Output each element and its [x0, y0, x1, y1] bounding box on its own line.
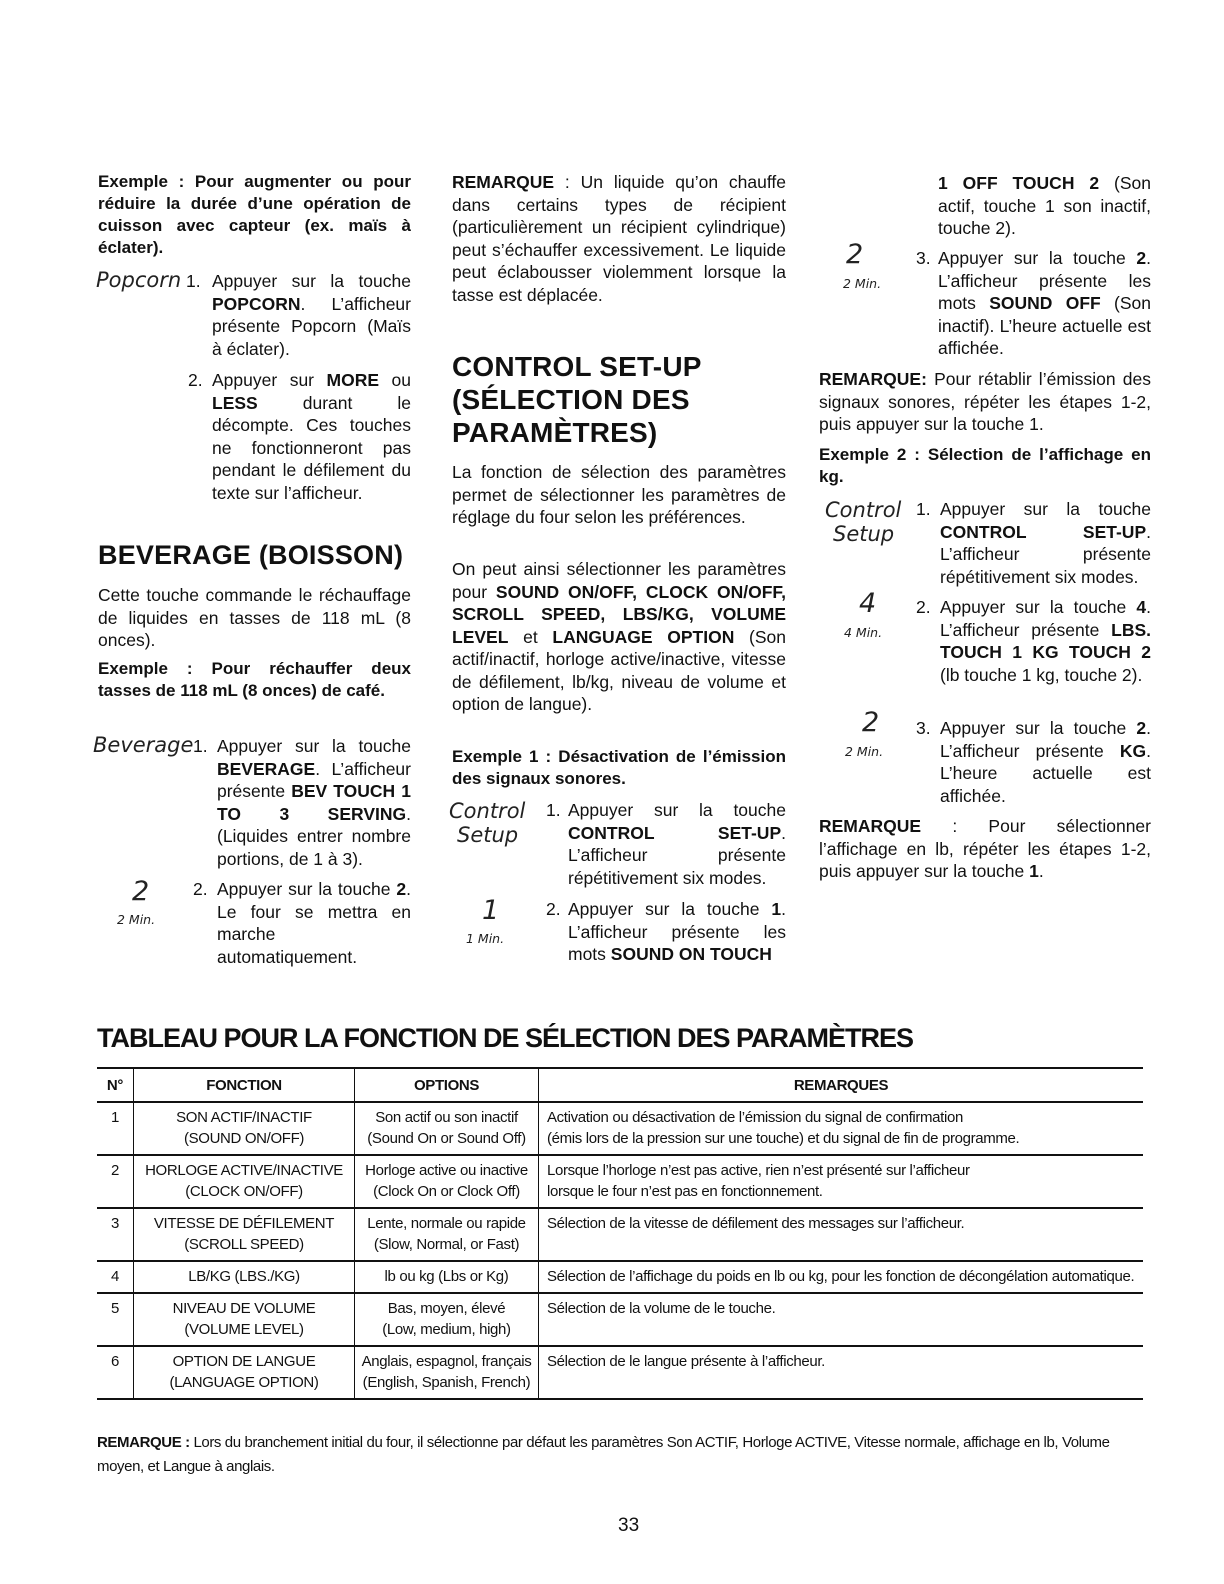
remarque-liquide: REMARQUE : Un liquide qu’on chauffe dans certains types de récipient (particulièrement un récipient cylindrique) peut s’échauffer excessivement. Le liquide peut éclabousser violemment lorsque la tasse est déplacée. — [452, 172, 786, 305]
header-fonction: FONCTION — [134, 1068, 355, 1102]
example-2-step-3: 3. Appuyer sur la touche 2. L’afficheur présente KG. L’heure actuelle est affichée. — [916, 718, 1151, 806]
remarque-lb: REMARQUE : Pour sélectionner l’affichage en lb, répéter les étapes 1-2, puis appuyer sur la touche 1. — [819, 816, 1151, 881]
column-1 — [98, 171, 411, 259]
table-row: 1 SON ACTIF/INACTIF (SOUND ON/OFF) Son actif ou son inactif (Sound On or Sound Off) Activation ou désactivation de l’émission du signal de confirmation (émis lors de la pression sur une touche) et du signal de fin de programme. — [97, 1102, 1143, 1155]
table-footnote: REMARQUE : Lors du branchement initial du four, il sélectionne par défaut les paramètres Son ACTIF, Horloge ACTIVE, Vitesse normale, affichage en lb, Volume moyen, et Langue à anglais. — [97, 1434, 1110, 1475]
page-number: 33 — [618, 1515, 640, 1536]
example-2-heading: Exemple 2 : Sélection de l’affichage en kg. — [819, 445, 1151, 486]
table-row: 5 NIVEAU DE VOLUME (VOLUME LEVEL) Bas, moyen, élevé (Low, medium, high) Sélection de la volume de le touche. — [97, 1293, 1143, 1346]
key-2-icon: 2 — [862, 707, 880, 738]
example-1-step-1: 1. Appuyer sur la touche CONTROL SET-UP. L’afficheur présente répétitivement six modes. — [546, 800, 786, 888]
beverage-step-2: 2. Appuyer sur la touche 2. Le four se mettra en marche automatiquement. — [193, 879, 411, 967]
key-4-min-label: 4 Min. — [844, 625, 883, 640]
control-setup-para-1: La fonction de sélection des paramètres permet de sélectionner les paramètres de réglage du four selon les préférences. — [452, 462, 786, 527]
table-header-row — [97, 1068, 1143, 1102]
key-1-min-label: 1 Min. — [466, 931, 505, 946]
example-2-step-2: 2. Appuyer sur la touche 4. L’afficheur présente LBS. TOUCH 1 KG TOUCH 2 (lb touche 1 kg, touche 2). — [916, 597, 1151, 685]
example-1-wrap — [452, 746, 786, 790]
beverage-step-1: 1. Appuyer sur la touche BEVERAGE. L’afficheur présente BEV TOUCH 1 TO 3 SERVING. (Liquides entrer nombre portions, de 1 à 3). — [193, 736, 412, 869]
key-2-min-label: 2 Min. — [845, 744, 884, 759]
example-beverage-heading: Exemple : Pour réchauffer deux tasses de 118 mL (8 onces) de café. — [98, 659, 411, 700]
remarque-retablir: REMARQUE: Pour rétablir l’émission des signaux sonores, répéter les étapes 1-2, puis appuyer sur la touche 1. — [819, 369, 1151, 434]
table-row: 3 VITESSE DE DÉFILEMENT (SCROLL SPEED) Lente, normale ou rapide (Slow, Normal, or Fast) Sélection de la vitesse de défilement des messages sur l’afficheur. — [97, 1208, 1143, 1261]
header-no: N° — [97, 1068, 134, 1102]
example-1-step-2-continued: 1 OFF TOUCH 2 (Son actif, touche 1 son inactif, touche 2). — [938, 173, 1151, 238]
key-4-icon: 4 — [859, 588, 877, 619]
table-row: 2 HORLOGE ACTIVE/INACTIVE (CLOCK ON/OFF) Horloge active ou inactive (Clock On or Clock Off) Lorsque l’horloge n’est pas active, rien n’est présenté sur l’afficheur lorsque le four n’est pas en fonctionnement. — [97, 1155, 1143, 1208]
control-setup-para-2: On peut ainsi sélectionner les paramètres pour SOUND ON/OFF, CLOCK ON/OFF, SCROLL SPEED, LBS/KG, VOLUME LEVEL et LANGUAGE OPTION (Son actif/inactif, horloge active/inactive, vitesse de défilement, lb/kg, niveau de volume et option de langue). — [452, 559, 787, 714]
popcorn-step-2: 2. Appuyer sur MORE ou LESS durant le décompte. Ces touches ne fonctionneront pas pendant le défilement du texte sur l’afficheur. — [188, 370, 412, 503]
beverage-key-label: Beverage — [93, 733, 194, 757]
example-2-wrap — [819, 444, 1151, 488]
header-remarques: REMARQUES — [539, 1068, 1144, 1102]
popcorn-step-1: 1. Appuyer sur la touche POPCORN. L’afficheur présente Popcorn (Maïs à éclater). — [186, 271, 411, 359]
table-row: 4 LB/KG (LBS./KG) lb ou kg (Lbs or Kg) Sélection de l’affichage du poids en lb ou kg, pour les fonction de décongélation automatique. — [97, 1261, 1143, 1293]
table-title: TABLEAU POUR LA FONCTION DE SÉLECTION DES PARAMÈTRES — [97, 1023, 914, 1053]
key-2-icon: 2 — [846, 239, 864, 270]
example-1-step-2: 2. Appuyer sur la touche 1. L’afficheur présente les mots SOUND ON TOUCH — [546, 899, 786, 964]
popcorn-key-label: Popcorn — [96, 268, 182, 292]
table-row: 6 OPTION DE LANGUE (LANGUAGE OPTION) Anglais, espagnol, français (English, Spanish, French) Sélection de le langue présente à l’afficheur. — [97, 1346, 1143, 1399]
example-2-step-1: 1. Appuyer sur la touche CONTROL SET-UP. L’afficheur présente répétitivement six modes. — [916, 499, 1151, 587]
key-2-min-label: 2 Min. — [843, 276, 882, 291]
beverage-heading: BEVERAGE (BOISSON) — [98, 540, 404, 570]
key-1-icon: 1 — [482, 895, 500, 926]
example-1-step-3: 3. Appuyer sur la touche 2. L’afficheur présente les mots SOUND OFF (Son inactif). L’heure actuelle est affichée. — [916, 248, 1151, 358]
control-setup-key-label-2: Control Setup — [825, 498, 902, 546]
key-2-icon: 2 — [132, 876, 150, 907]
control-setup-heading: CONTROL SET-UP (SÉLECTION DES PARAMÈTRES) — [452, 351, 702, 448]
example-1-heading: Exemple 1 : Désactivation de l’émission des signaux sonores. — [452, 747, 786, 788]
control-setup-key-label-1: Control Setup — [449, 799, 526, 847]
parameters-table — [97, 1067, 1143, 1400]
key-2-min-label: 2 Min. — [117, 912, 156, 927]
example-beverage-wrap — [98, 658, 411, 702]
example-popcorn-heading: Exemple : Pour augmenter ou pour réduire la durée d’une opération de cuisson avec capteur (ex. maïs à éclater). — [98, 172, 411, 257]
header-options: OPTIONS — [355, 1068, 539, 1102]
beverage-intro: Cette touche commande le réchauffage de liquides en tasses de 118 mL (8 onces). — [98, 585, 411, 650]
